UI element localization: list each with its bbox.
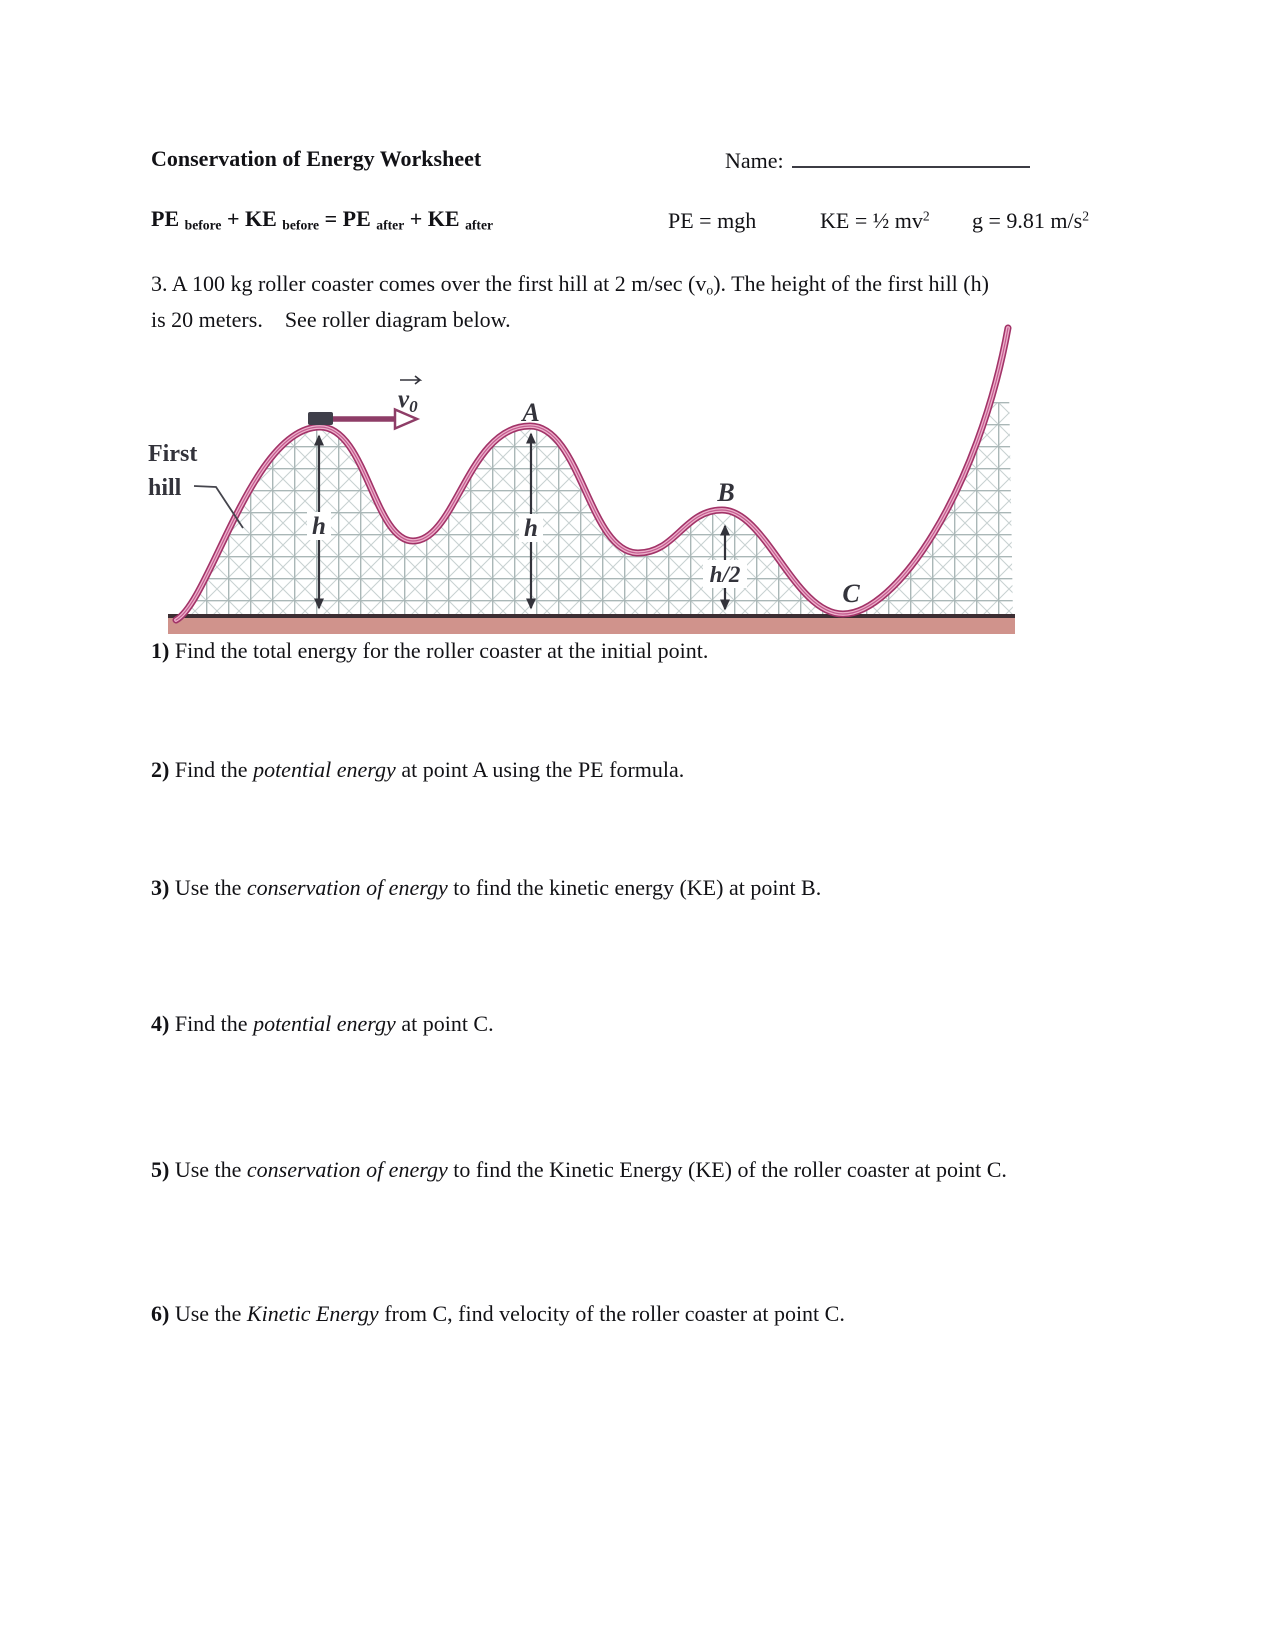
question-1: 1) Find the total energy for the roller coaster at the initial point.: [151, 638, 709, 663]
svg-text:hill: hill: [148, 475, 182, 501]
formula-pe: PE = mgh: [668, 208, 757, 233]
problem-line-1: 3. A 100 kg roller coaster comes over the first hill at 2 m/sec (vo). The height of the first hill (h): [151, 271, 989, 298]
question-4: 4) Find the potential energy at point C.: [151, 1011, 494, 1036]
v0-label: $v_0$: [398, 386, 418, 416]
name-underline: [792, 146, 1030, 168]
svg-text:First: First: [148, 441, 198, 467]
question-6: 6) Use the Kinetic Energy from C, find velocity of the roller coaster at point C.: [151, 1301, 845, 1326]
height-label-1: h: [312, 513, 326, 540]
coaster-car: [308, 412, 333, 425]
question-3: 3) Use the conservation of energy to find the kinetic energy (KE) at point B.: [151, 875, 822, 900]
problem-line-2: is 20 meters. See roller diagram below.: [151, 307, 511, 333]
v0-overbar-arrow: [400, 376, 420, 384]
question-2: 2) Find the potential energy at point A using the PE formula.: [151, 757, 685, 782]
formula-g: g = 9.81 $m/s^2$: [972, 208, 1090, 233]
question-5: 5) Use the conservation of energy to find the Kinetic Energy (KE) of the roller coaster at point C.: [151, 1157, 1007, 1182]
soil-strip: [168, 618, 1015, 634]
formula-energy-conservation: PE before + KE before = PE after + KE after: [151, 206, 494, 233]
point-a-label: A: [522, 398, 540, 427]
roller-coaster-figure: [140, 314, 1015, 639]
first-hill-label: [148, 441, 243, 528]
roller-coaster-diagram: [140, 314, 1015, 639]
height-label-2: h: [524, 515, 538, 542]
height-label-half: h/2: [709, 562, 741, 587]
v0-label-group: [398, 376, 420, 416]
page-title: Conservation of Energy Worksheet: [151, 146, 482, 171]
point-b-label: B: [717, 478, 735, 507]
name-label: Name:: [725, 148, 784, 173]
name-field: [725, 146, 1030, 174]
point-c-label: C: [842, 579, 860, 608]
formula-ke: KE = ½ $mv^2$: [820, 208, 930, 233]
